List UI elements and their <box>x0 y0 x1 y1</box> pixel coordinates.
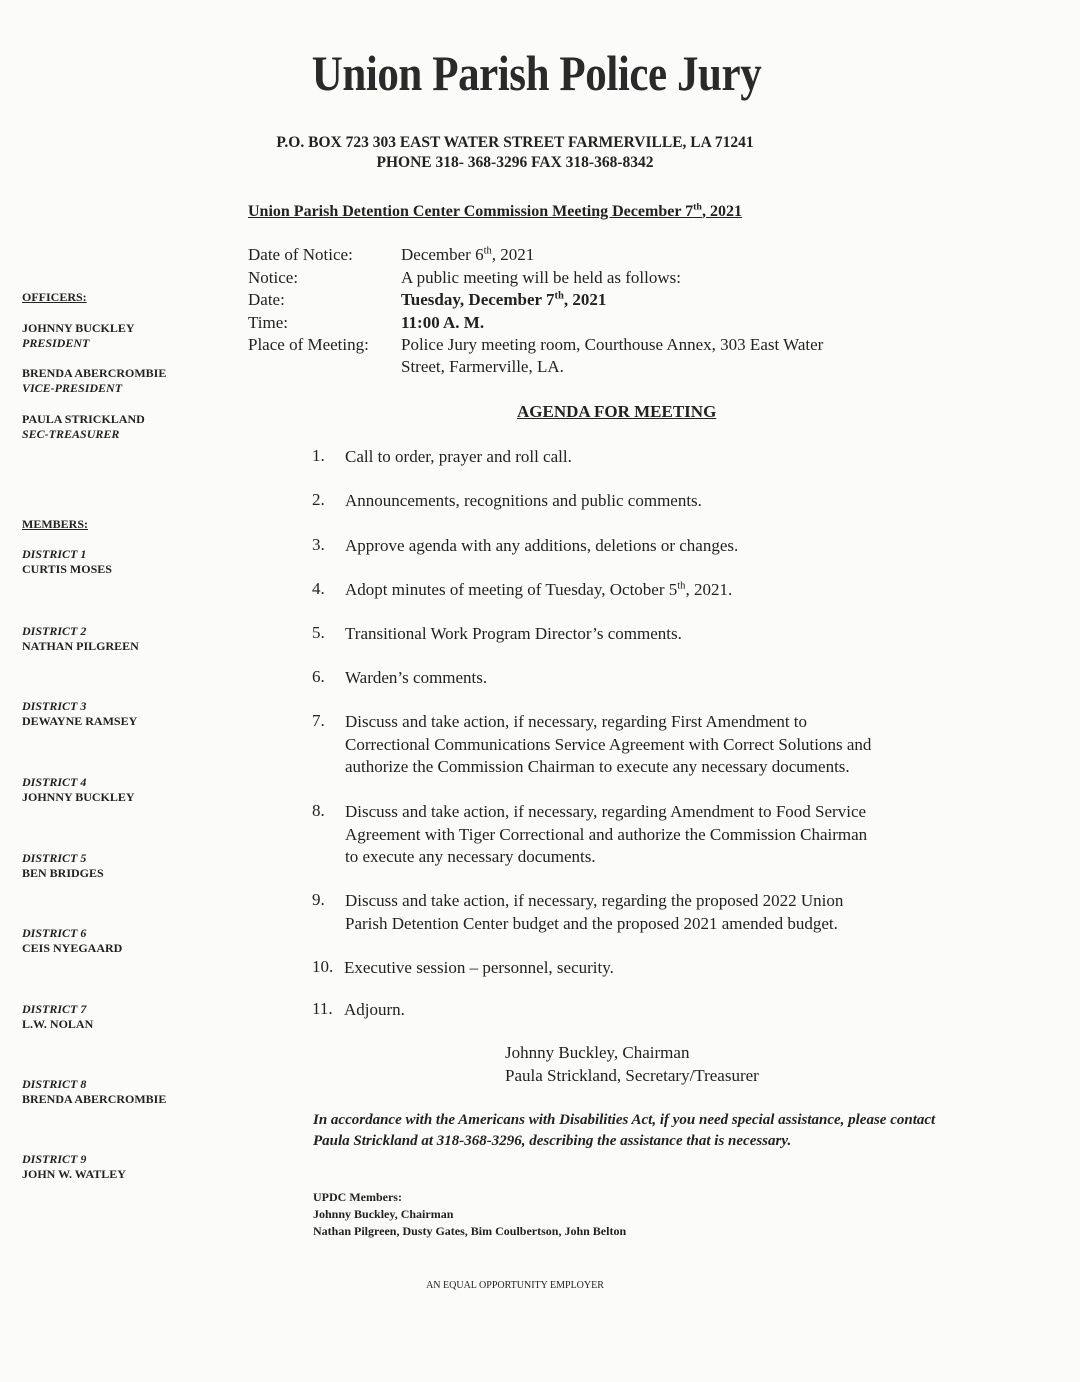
agenda-item-number: 7. <box>312 711 325 730</box>
agenda-item-text: Approve agenda with any additions, deletions or changes. <box>345 536 739 555</box>
member-entry <box>22 1152 126 1182</box>
agenda-item-text: Executive session – personnel, security. <box>344 958 614 977</box>
member-name: JOHN W. WATLEY <box>22 1167 126 1181</box>
officer-name: PAULA STRICKLAND <box>22 412 145 426</box>
updc-members: Nathan Pilgreen, Dusty Gates, Bim Coulbertson, John Belton <box>313 1224 627 1238</box>
place-value-line2: Street, Farmerville, LA. <box>401 357 564 376</box>
date-label: Date: <box>248 290 285 309</box>
agenda-item-text: Call to order, prayer and roll call. <box>345 447 572 466</box>
member-district: DISTRICT 8 <box>22 1077 87 1091</box>
agenda-item-text: Discuss and take action, if necessary, regarding First Amendment to Correctional Communications Service Agreement with Correct Solutions and authorize the Commission Chairman to execute any necessary documents. <box>345 712 872 776</box>
member-entry <box>22 624 139 654</box>
member-district: DISTRICT 1 <box>22 547 87 561</box>
agenda-item-number: 6. <box>312 667 325 686</box>
member-name: BEN BRIDGES <box>22 866 104 880</box>
agenda-item-number: 2. <box>312 490 325 509</box>
address-line: P.O. BOX 723 303 EAST WATER STREET FARMERVILLE, LA 71241 <box>276 134 754 151</box>
officer-role: VICE-PRESIDENT <box>22 381 123 395</box>
member-district: DISTRICT 4 <box>22 775 87 789</box>
place-label: Place of Meeting: <box>248 335 369 354</box>
time-value: 11:00 A. M. <box>401 313 485 332</box>
officer-name: BRENDA ABERCROMBIE <box>22 366 167 380</box>
agenda-item-text: Transitional Work Program Director’s comments. <box>345 624 682 643</box>
footer-equal-opportunity: AN EQUAL OPPORTUNITY EMPLOYER <box>426 1280 604 1291</box>
member-name: L.W. NOLAN <box>22 1017 94 1031</box>
meeting-title: Union Parish Detention Center Commission Meeting December 7th, 2021 <box>248 201 742 220</box>
notice-label: Notice: <box>248 268 299 287</box>
phone-fax-line: PHONE 318- 368-3296 FAX 318-368-8342 <box>376 154 654 171</box>
officer-entry <box>22 412 145 442</box>
member-district: DISTRICT 5 <box>22 851 87 865</box>
member-name: NATHAN PILGREEN <box>22 639 139 653</box>
member-name: JOHNNY BUCKLEY <box>22 790 135 804</box>
agenda-item-number: 1. <box>312 446 325 465</box>
agenda-item-number: 9. <box>312 890 325 909</box>
date-of-notice-label: Date of Notice: <box>248 245 353 264</box>
updc-heading: UPDC Members: <box>313 1190 402 1204</box>
agenda-item-number: 8. <box>312 801 325 820</box>
member-district: DISTRICT 7 <box>22 1002 87 1016</box>
agenda-item-text: Discuss and take action, if necessary, regarding the proposed 2022 Union Parish Detention Center budget and the proposed 2021 amended budget. <box>345 891 844 933</box>
officer-entry <box>22 366 166 396</box>
member-name: DEWAYNE RAMSEY <box>22 714 138 728</box>
agenda-item-number: 11. <box>312 999 333 1018</box>
letterhead-title: Union Parish Police Jury <box>311 45 762 101</box>
member-entry <box>22 775 135 805</box>
officer-role: PRESIDENT <box>22 336 90 350</box>
place-value-line1: Police Jury meeting room, Courthouse Annex, 303 East Water <box>401 335 824 354</box>
member-name: BRENDA ABERCROMBIE <box>22 1092 167 1106</box>
member-name: CEIS NYEGAARD <box>22 941 123 955</box>
time-label: Time: <box>248 313 289 332</box>
agenda-item-number: 3. <box>312 535 325 554</box>
officer-name: JOHNNY BUCKLEY <box>22 321 135 335</box>
agenda-item-number: 10. <box>312 957 334 976</box>
member-district: DISTRICT 9 <box>22 1152 87 1166</box>
member-entry <box>22 851 104 881</box>
member-entry <box>22 1002 93 1032</box>
agenda-item-number: 5. <box>312 623 325 642</box>
officers-heading: OFFICERS: <box>22 290 87 304</box>
officer-role: SEC-TREASURER <box>22 427 120 441</box>
officer-entry <box>22 321 135 351</box>
agenda-heading: AGENDA FOR MEETING <box>517 402 717 421</box>
member-entry <box>22 699 137 729</box>
date-of-notice-value: December 6th, 2021 <box>401 245 535 264</box>
notice-value: A public meeting will be held as follows: <box>401 268 681 287</box>
agenda-item-text: Adopt minutes of meeting of Tuesday, October 5th, 2021. <box>345 580 733 599</box>
members-heading: MEMBERS: <box>22 517 88 531</box>
updc-chairman: Johnny Buckley, Chairman <box>313 1207 454 1221</box>
signature-chairman: Johnny Buckley, Chairman <box>505 1043 690 1062</box>
signature-secretary: Paula Strickland, Secretary/Treasurer <box>505 1066 759 1085</box>
member-entry <box>22 1077 166 1107</box>
agenda-item-text: Warden’s comments. <box>345 668 488 687</box>
member-name: CURTIS MOSES <box>22 562 112 576</box>
date-value: Tuesday, December 7th, 2021 <box>401 290 607 309</box>
agenda-item-number: 4. <box>312 579 325 598</box>
ada-notice: In accordance with the Americans with Disabilities Act, if you need special assistance, please contact Paula Strickland at 318-368-3296, describing the assistance that is necessary. <box>313 1112 936 1149</box>
agenda-item-text: Adjourn. <box>344 1000 405 1019</box>
agenda-item-text: Announcements, recognitions and public comments. <box>345 491 702 510</box>
member-district: DISTRICT 3 <box>22 699 87 713</box>
member-district: DISTRICT 2 <box>22 624 87 638</box>
member-district: DISTRICT 6 <box>22 926 87 940</box>
member-entry <box>22 926 122 956</box>
member-entry <box>22 547 112 577</box>
agenda-item-text: Discuss and take action, if necessary, regarding Amendment to Food Service Agreement with Tiger Correctional and authorize the Commission Chairman to execute any necessary documents. <box>345 802 868 866</box>
